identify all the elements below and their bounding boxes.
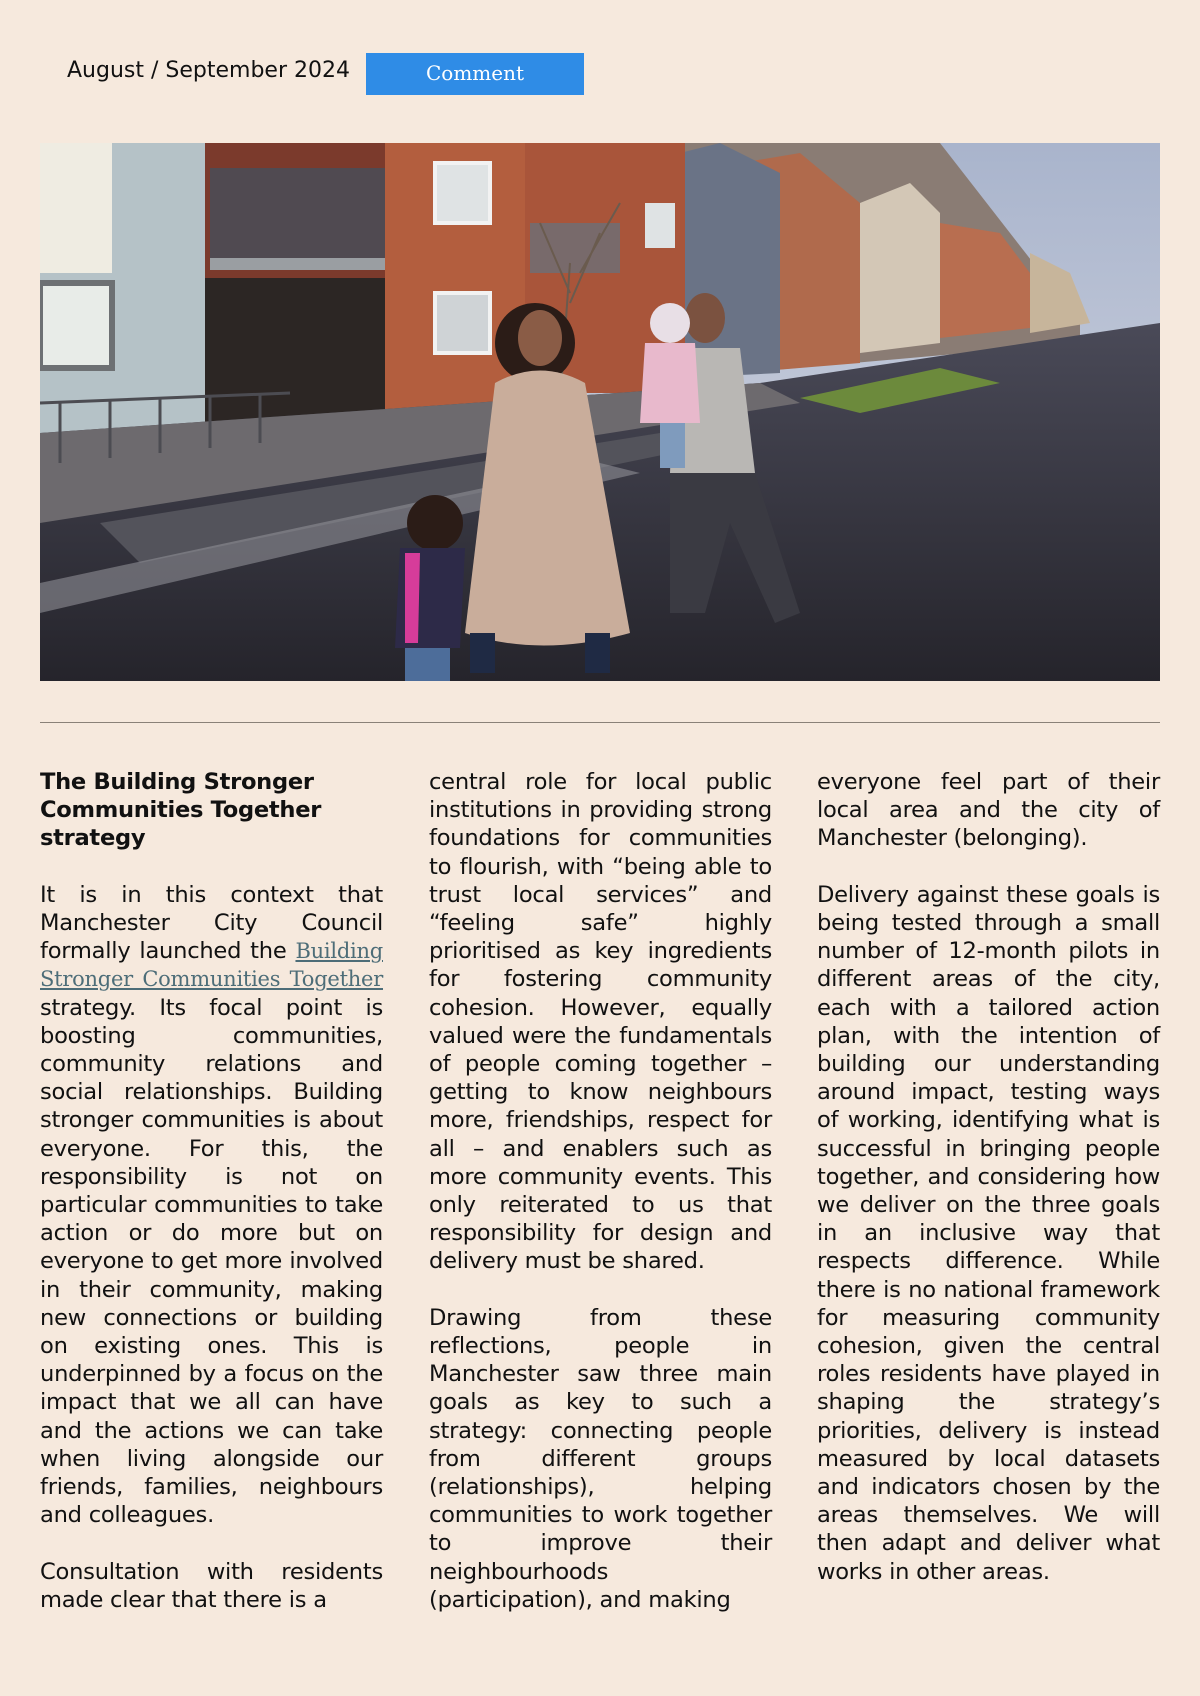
paragraph: Drawing from these reflections, people in Manchester saw three main goals as key to such a strategy: connecting people from different groups (relationships), helping communities to work together to improve their neighbourhoods (participation), and making — [429, 1304, 772, 1613]
paragraph: central role for local public institutions in providing strong foundations for communities to flourish, with “being able to trust local services” and “feeling safe” highly prioritised as key ingredients for fostering community cohesion. However, equally valued were the fundamentals of people coming together – getting to know neighbours more, friendships, respect for all – and enablers such as more community events. This only reiterated to us that responsibility for design and delivery must be shared. — [429, 769, 772, 1275]
paragraph: Consultation with residents made clear that there is a — [40, 1558, 383, 1613]
hero-photo — [40, 143, 1160, 681]
article-column-2 — [429, 768, 772, 1642]
comment-button[interactable]: Comment — [366, 53, 584, 95]
issue-date: August / September 2024 — [67, 58, 350, 83]
paragraph-text: It is in this context that Manchester City Council formally launched the — [40, 881, 383, 965]
article-heading: The Building Stronger Communities Together strategy — [40, 769, 322, 852]
street-photo-icon — [40, 143, 1160, 681]
paragraph-text: strategy. Its focal point is boosting communities, community relations and social relationships. Building stronger communities is about everyone. For this, the responsibility is not on particular communities to take action or do more but on everyone to get more involved in their community, making new connections or building on existing ones. This is underpinned by a focus on the impact that we all can have and the actions we can take when living alongside our friends, families, neighbours and colleagues. — [40, 994, 383, 1529]
strategy-link[interactable]: Building Stronger Communities Together — [40, 939, 383, 992]
article-column-3 — [817, 768, 1160, 1614]
paragraph: Delivery against these goals is being tested through a small number of 12-month pilots in different areas of the city, each with a tailored action plan, with the intention of building our understanding around impact, testing ways of working, identifying what is successful in bringing people together, and considering how we deliver on the three goals in an inclusive way that respects difference. While there is no national framework for measuring community cohesion, given the central roles residents have played in shaping the strategy’s priorities, delivery is instead measured by local datasets and indicators chosen by the areas themselves. We will then adapt and deliver what works in other areas. — [817, 881, 1160, 1585]
paragraph: everyone feel part of their local area and the city of Manchester (belonging). — [817, 769, 1160, 852]
section-divider — [40, 722, 1160, 723]
paragraph — [40, 881, 383, 1530]
article-column-1 — [40, 768, 383, 1642]
